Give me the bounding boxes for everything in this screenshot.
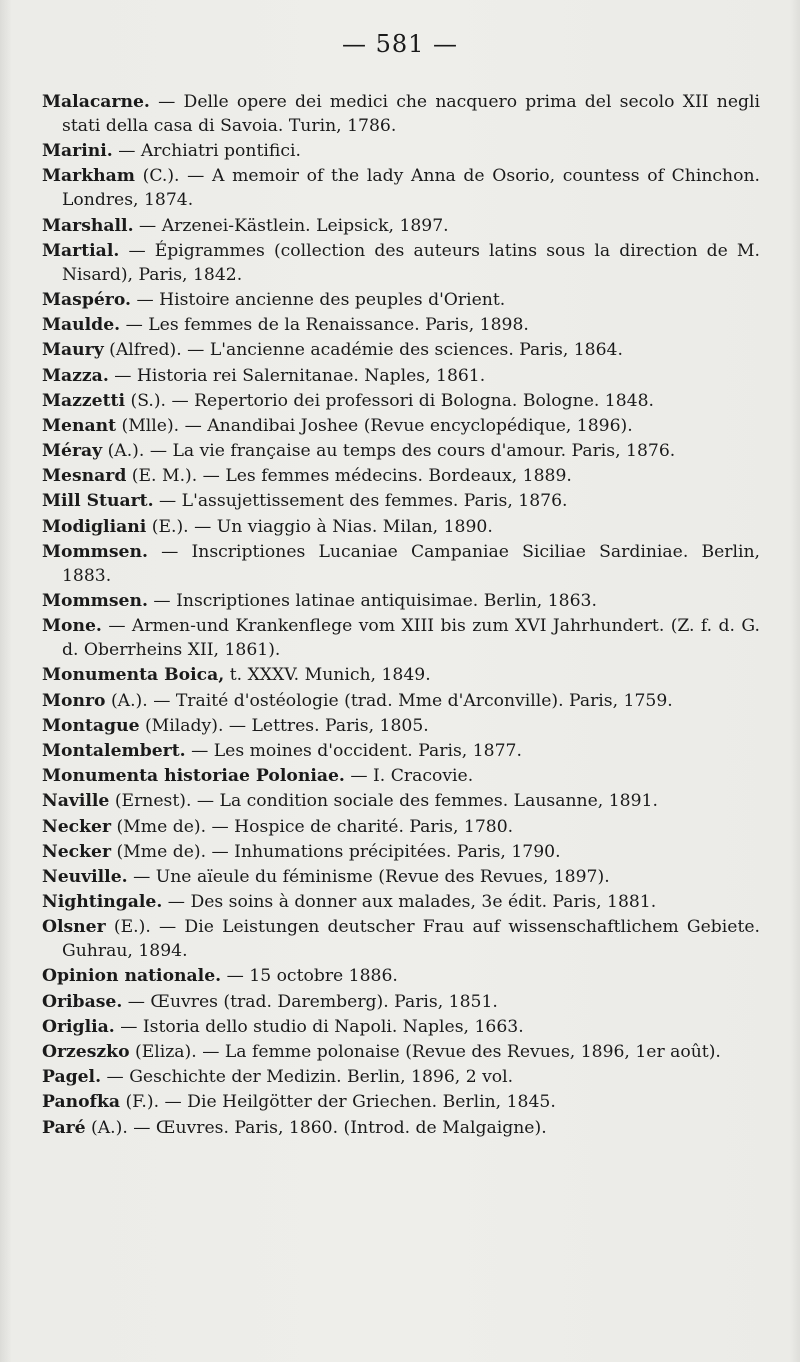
entry-text: (Eliza). — La femme polonaise (Revue des Revues, 1896, 1er août). bbox=[129, 1042, 721, 1062]
entry-text: (Mme de). — Hospice de charité. Paris, 1780. bbox=[111, 816, 514, 837]
entry-text: — Épigrammes (collection des auteurs latins sous la direction de M. Nisard), Paris, 1842. bbox=[62, 240, 760, 285]
entry-author: Marini. bbox=[42, 141, 113, 162]
entry-text: — Armen-und Krankenflege vom XIII bis zum XVI Jahrhundert. (Z. f. d. G. d. Oberrheins XII, 1861). bbox=[62, 616, 760, 661]
entry-author: Necker bbox=[42, 841, 112, 862]
page-number: — 581 — bbox=[341, 30, 459, 58]
entry-text: (F.). — Die Heilgötter der Griechen. Berlin, 1845. bbox=[120, 1092, 556, 1113]
entry-text: (C.). — A memoir of the lady Anna de Osorio, countess of Chinchon. Londres, 1874. bbox=[62, 166, 760, 211]
entry-text: (A.). — Œuvres. Paris, 1860. (Introd. de Malgaigne). bbox=[85, 1117, 547, 1138]
bibliography-entry bbox=[42, 714, 760, 738]
entry-author: Olsner bbox=[42, 917, 106, 938]
entry-author: Paré bbox=[42, 1117, 86, 1138]
entry-author: Maury bbox=[42, 340, 104, 361]
bibliography-entry bbox=[42, 288, 760, 312]
bibliography-entry bbox=[42, 1040, 760, 1064]
entry-author: Mazzetti bbox=[42, 390, 126, 411]
entry-author: Mommsen. bbox=[42, 591, 148, 611]
bibliography-entry bbox=[42, 915, 760, 963]
entry-text: (Alfred). — L'ancienne académie des sciences. Paris, 1864. bbox=[103, 340, 623, 361]
entry-text: — Arzenei-Kästlein. Leipsick, 1897. bbox=[133, 215, 449, 236]
entry-text: (S.). — Repertorio dei professori di Bologna. Bologne. 1848. bbox=[125, 390, 655, 411]
bibliography-entry bbox=[42, 239, 760, 287]
entry-author: Panofka bbox=[42, 1092, 120, 1113]
entry-text: (A.). — Traité d'ostéologie (trad. Mme d'Arconville). Paris, 1759. bbox=[105, 690, 673, 711]
bibliography-entry bbox=[42, 815, 760, 839]
entry-text: — Les moines d'occident. Paris, 1877. bbox=[185, 740, 522, 761]
entry-author: Nightingale. bbox=[42, 892, 163, 913]
entry-author: Opinion nationale. bbox=[42, 966, 222, 987]
bibliography-entry bbox=[42, 964, 760, 988]
bibliography-entry bbox=[42, 865, 760, 889]
entry-author: Pagel. bbox=[42, 1067, 102, 1088]
entry-author: Maspéro. bbox=[42, 289, 131, 310]
entry-text: (Mme de). — Inhumations précipitées. Paris, 1790. bbox=[111, 841, 561, 862]
entry-author: Markham bbox=[42, 166, 135, 187]
entry-author: Orzeszko bbox=[42, 1042, 130, 1062]
bibliography-entry bbox=[42, 764, 760, 788]
entry-text: — Œuvres (trad. Daremberg). Paris, 1851. bbox=[122, 991, 498, 1012]
entry-author: Origlia. bbox=[42, 1016, 115, 1037]
entry-author: Oribase. bbox=[42, 991, 123, 1012]
entry-text: (E. M.). — Les femmes médecins. Bordeaux, 1889. bbox=[126, 466, 572, 487]
entry-text: t. XXXV. Munich, 1849. bbox=[224, 665, 431, 686]
bibliography-entry bbox=[42, 164, 760, 212]
entry-text: — Une aïeule du féminisme (Revue des Revues, 1897). bbox=[127, 866, 610, 887]
bibliography-entry bbox=[42, 540, 760, 588]
entry-text: (Milady). — Lettres. Paris, 1805. bbox=[139, 715, 429, 736]
entry-author: Monumenta Boica, bbox=[42, 665, 225, 686]
bibliography-entry bbox=[42, 90, 760, 138]
entry-text: — Des soins à donner aux malades, 3e édit. Paris, 1881. bbox=[162, 892, 657, 913]
entry-author: Monro bbox=[42, 690, 106, 711]
entry-author: Montague bbox=[42, 715, 140, 736]
bibliography-entry bbox=[42, 364, 760, 388]
bibliography-entry bbox=[42, 1116, 760, 1140]
bibliography-entry bbox=[42, 338, 760, 362]
entry-text: — Inscriptiones latinae antiquisimae. Berlin, 1863. bbox=[147, 591, 597, 611]
bibliography-entry bbox=[42, 990, 760, 1014]
bibliography-entry bbox=[42, 840, 760, 864]
entry-author: Mill Stuart. bbox=[42, 491, 154, 512]
entry-text: — Histoire ancienne des peuples d'Orient. bbox=[131, 289, 506, 310]
bibliography-entry bbox=[42, 614, 760, 662]
bibliography-entry bbox=[42, 214, 760, 238]
entry-author: Naville bbox=[42, 791, 110, 812]
entry-text: — Les femmes de la Renaissance. Paris, 1898. bbox=[120, 315, 529, 336]
entry-author: Mazza. bbox=[42, 365, 109, 386]
bibliography-entry bbox=[42, 689, 760, 713]
entry-author: Montalembert. bbox=[42, 740, 186, 761]
entry-text: (Ernest). — La condition sociale des femmes. Lausanne, 1891. bbox=[109, 791, 658, 812]
bibliography-entry bbox=[42, 663, 760, 687]
bibliography-entry bbox=[42, 464, 760, 488]
entry-text: — Archiatri pontifici. bbox=[112, 141, 301, 162]
entry-author: Malacarne. bbox=[42, 92, 150, 112]
entry-author: Marshall. bbox=[42, 215, 134, 236]
entry-text: — Delle opere dei medici che nacquero prima del secolo XII negli stati della casa di Savoia. Turin, 1786. bbox=[62, 92, 760, 136]
entry-text: — 15 octobre 1886. bbox=[221, 966, 398, 987]
entry-text: — Historia rei Salernitanae. Naples, 1861. bbox=[108, 365, 486, 386]
bibliography-entry bbox=[42, 414, 760, 438]
entry-text: (A.). — La vie française au temps des cours d'amour. Paris, 1876. bbox=[102, 441, 676, 462]
bibliography-entry bbox=[42, 489, 760, 513]
entry-text: — I. Cracovie. bbox=[344, 766, 474, 787]
bibliography-list bbox=[42, 90, 760, 1141]
entry-text: (E.). — Un viaggio à Nias. Milan, 1890. bbox=[146, 516, 493, 537]
bibliography-entry bbox=[42, 1015, 760, 1039]
bibliography-entry bbox=[42, 313, 760, 337]
bibliography-entry bbox=[42, 439, 760, 463]
entry-author: Mesnard bbox=[42, 466, 127, 487]
entry-text: (Mlle). — Anandibai Joshee (Revue encyclopédique, 1896). bbox=[116, 415, 633, 436]
entry-author: Mommsen. bbox=[42, 541, 148, 562]
entry-author: Monumenta historiae Poloniae. bbox=[42, 766, 345, 787]
entry-text: — L'assujettissement des femmes. Paris, 1876. bbox=[153, 491, 568, 512]
bibliography-entry bbox=[42, 515, 760, 539]
entry-author: Martial. bbox=[42, 240, 120, 261]
entry-author: Maulde. bbox=[42, 315, 121, 336]
bibliography-entry bbox=[42, 789, 760, 813]
bibliography-entry bbox=[42, 739, 760, 763]
bibliography-entry bbox=[42, 389, 760, 413]
bibliography-entry bbox=[42, 589, 760, 613]
entry-text: — Inscriptiones Lucaniae Campaniae Siciliae Sardiniae. Berlin, 1883. bbox=[62, 541, 760, 586]
entry-author: Méray bbox=[42, 441, 103, 462]
entry-author: Menant bbox=[42, 415, 117, 436]
bibliography-entry bbox=[42, 139, 760, 163]
entry-text: — Geschichte der Medizin. Berlin, 1896, 2 vol. bbox=[101, 1067, 514, 1088]
bibliography-entry bbox=[42, 890, 760, 914]
entry-text: (E.). — Die Leistungen deutscher Frau auf wissenschaftlichem Gebiete. Guhrau, 1894. bbox=[62, 917, 760, 962]
entry-text: — Istoria dello studio di Napoli. Naples, 1663. bbox=[114, 1016, 524, 1037]
entry-author: Modigliani bbox=[42, 516, 147, 537]
bibliography-entry bbox=[42, 1065, 760, 1089]
entry-author: Necker bbox=[42, 816, 112, 837]
entry-author: Neuville. bbox=[42, 866, 128, 887]
entry-author: Mone. bbox=[42, 616, 102, 637]
bibliography-entry bbox=[42, 1090, 760, 1114]
